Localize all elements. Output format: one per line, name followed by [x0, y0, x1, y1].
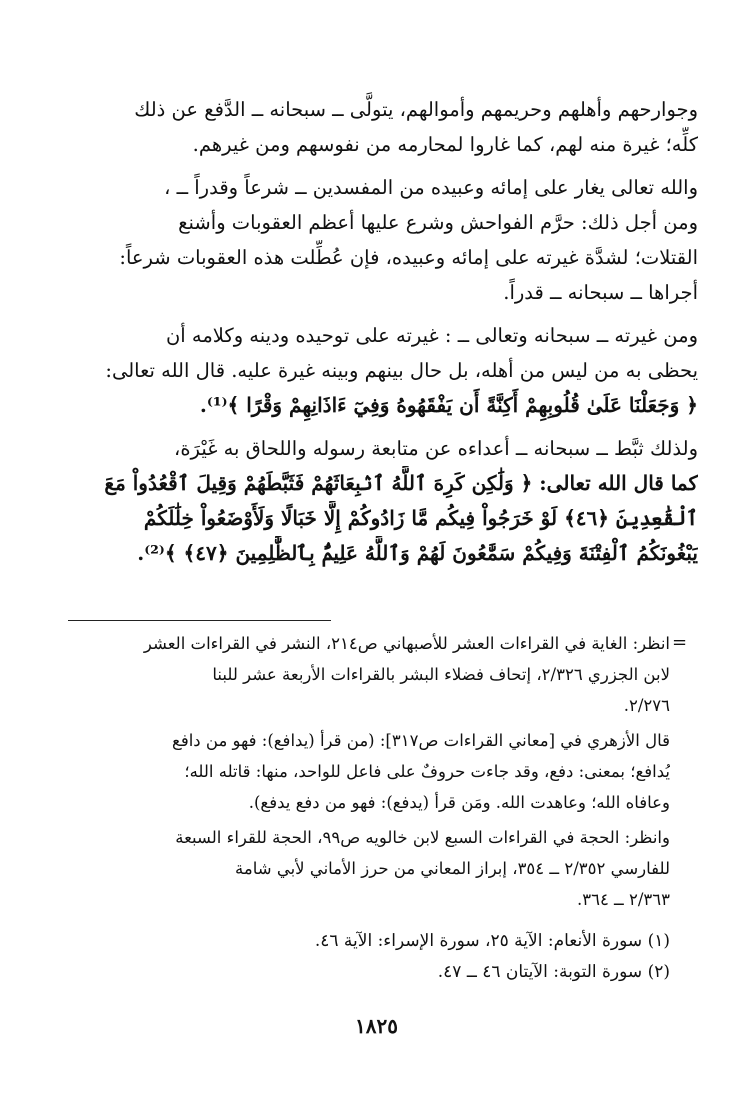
main-text — [68, 92, 698, 579]
text-line: وجوارحهم وأهلهم وحريمهم وأموالهم، يتولَّى ــ سبحانه ــ الدَّفع عن ذلك — [134, 98, 698, 121]
footnote-line: قال الأزهري في [معاني القراءات ص٣١٧]: (من قرأ (يدافع): فهو من دافع — [172, 731, 670, 750]
quran-verse-line: يَبْغُونَكُمُ ٱلْفِتْنَةَ وَفِيكُمْ سَمَّٰعُونَ لَهُمْ وَٱللَّهُ عَلِيمٌۢ بِٱلظَّٰلِمِينَ ﴿٤٧﴾ ﴾⁽²⁾. — [137, 541, 698, 565]
quran-verse-line: ﴿ وَجَعَلْنَا عَلَىٰ قُلُوبِهِمْ أَكِنَّةً أَن يَفْقَهُوهُ وَفِيٓ ءَاذَانِهِمْ وَقْرًا ﴾⁽¹⁾. — [199, 393, 698, 417]
paragraph-3 — [68, 318, 698, 423]
quran-verse-line: كما قال الله تعالى: ﴿ وَلَٰكِن كَرِهَ ٱللَّهُ ٱنۢبِعَاثَهُمْ فَثَبَّطَهُمْ وَقِيلَ ٱقْعُدُواْ مَعَ — [104, 471, 698, 495]
footnote-line: للفارسي ٢/٣٥٢ ــ ٣٥٤، إبراز المعاني من حرز الأماني لأبي شامة — [235, 859, 670, 878]
text-line: والله تعالى يغار على إمائه وعبيده من المفسدين ــ شرعاً وقدراً ــ ، — [164, 176, 698, 199]
page-number: ١٨٢٥ — [355, 1014, 398, 1038]
footnote-line: وانظر: الحجة في القراءات السبع لابن خالويه ص٩٩، الحجة للقراء السبعة — [175, 828, 670, 847]
footnote-1: (١) سورة الأنعام: الآية ٢٥، سورة الإسراء: الآية ٤٦. — [314, 931, 670, 951]
footnote-line: انظر: الغاية في القراءات العشر للأصبهاني ص٢١٤، النشر في القراءات العشر — [143, 634, 670, 653]
continuation-marker: = — [672, 632, 688, 653]
footnote-line: يُدافع؛ بمعنى: دفع، وقد جاءت حروفٌ على فاعل للواحد، منها: قاتله الله؛ — [184, 762, 670, 781]
text-line: أجراها ــ سبحانه ــ قدراً. — [503, 281, 698, 304]
footnotes-continued — [80, 628, 670, 919]
quran-verse-line: ٱلْقَٰعِدِينَ ﴿٤٦﴾ لَوْ خَرَجُواْ فِيكُم مَّا زَادُوكُمْ إِلَّا خَبَالًا وَلَأَوْضَعُواْ خِلَٰلَكُمْ — [143, 506, 698, 530]
text-line: القتلات؛ لشدَّة غيرته على إمائه وعبيده، فإن عُطِّلت هذه العقوبات شرعاً: — [119, 246, 698, 269]
text-line: ولذلك ثبَّط ــ سبحانه ــ أعداءه عن متابعة رسوله واللحاق به غَيْرَة، — [174, 437, 698, 460]
footnotes-new — [80, 926, 670, 988]
footnote-line: لابن الجزري ٢/٣٢٦، إتحاف فضلاء البشر بالقراءات الأربعة عشر للبنا — [212, 665, 670, 684]
footnote-block — [80, 822, 670, 915]
footnote-line: ٢/٣٦٣ ــ ٣٦٤. — [576, 890, 670, 909]
text-line: يحظى به من ليس من أهله، بل حال بينهم وبينه غيرة عليه. قال الله تعالى: — [105, 359, 698, 382]
footnote-2: (٢) سورة التوبة: الآيتان ٤٦ ــ ٤٧. — [437, 962, 670, 982]
paragraph-4 — [68, 431, 698, 571]
paragraph-1 — [68, 92, 698, 162]
footnote-block — [80, 628, 670, 721]
text-line: ومن أجل ذلك: حرَّم الفواحش وشرع عليها أعظم العقوبات وأشنع — [178, 211, 698, 234]
paragraph-2 — [68, 170, 698, 310]
footnote-separator — [68, 620, 331, 621]
text-line: ومن غيرته ــ سبحانه وتعالى ــ : غيرته على توحيده ودينه وكلامه أن — [165, 324, 698, 347]
footnote-line: ٢/٢٧٦. — [623, 696, 670, 715]
text-line: كلِّه؛ غيرة منه لهم، كما غاروا لمحارمه من نفوسهم ومن غيرهم. — [192, 133, 698, 156]
footnote-block — [80, 725, 670, 818]
footnote-line: وعافاه الله؛ وعاهدت الله. ومَن قرأ (يدفع): فهو من دفع يدفع). — [248, 793, 670, 812]
